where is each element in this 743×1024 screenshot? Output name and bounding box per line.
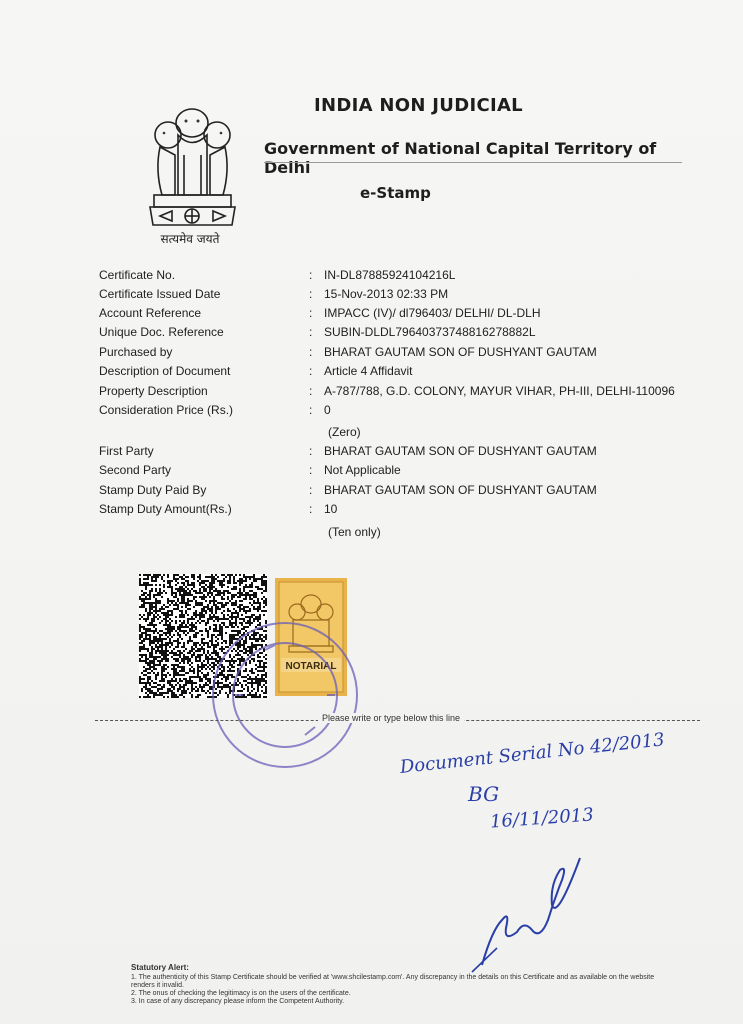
amount-words: (Ten only) — [328, 525, 381, 539]
field-label: Certificate Issued Date — [99, 287, 221, 301]
notary-seal-icon — [205, 615, 365, 775]
field-label: Certificate No. — [99, 268, 176, 282]
national-emblem-icon — [140, 95, 245, 250]
statutory-alert-heading: Statutory Alert: — [131, 963, 189, 972]
field-value: IMPACC (IV)/ dl796403/ DELHI/ DL-DLH — [324, 306, 541, 320]
field-label: Consideration Price (Rs.) — [99, 403, 234, 417]
field-colon: : — [309, 268, 313, 282]
field-row — [99, 384, 719, 400]
government-subtitle: Government of National Capital Territory of Delhi — [264, 139, 657, 177]
subtitle-rule — [264, 162, 682, 163]
motto-text: सत्यमेव जयते — [160, 232, 220, 246]
field-label: Second Party — [99, 463, 172, 477]
field-colon: : — [309, 463, 313, 477]
handwritten-date: 16/11/2013 — [489, 804, 595, 833]
field-colon: : — [309, 306, 313, 320]
field-value: IN-DL87885924104216L — [324, 268, 456, 282]
field-colon: : — [309, 483, 313, 497]
statutory-alert-item: 3. In case of any discrepancy please inform the Competent Authority. — [131, 998, 345, 1005]
field-row — [99, 483, 719, 499]
field-value: 15-Nov-2013 02:33 PM — [324, 287, 449, 301]
field-label: Purchased by — [99, 345, 173, 359]
field-value: BHARAT GAUTAM SON OF DUSHYANT GAUTAM — [324, 345, 597, 359]
field-label: Property Description — [99, 384, 208, 398]
field-value: Not Applicable — [324, 463, 401, 477]
cut-line-text: Please write or type below this line — [318, 713, 464, 723]
field-value: 0 — [324, 403, 331, 417]
statutory-alert — [131, 964, 671, 1006]
field-colon: : — [309, 325, 313, 339]
field-colon: : — [309, 364, 313, 378]
handwritten-initials: BG — [468, 782, 500, 806]
field-colon: : — [309, 502, 313, 516]
field-value: SUBIN-DLDL79640373748816278882L — [324, 325, 536, 339]
field-row — [99, 444, 719, 460]
field-colon: : — [309, 384, 313, 398]
field-colon: : — [309, 444, 313, 458]
field-label: Unique Doc. Reference — [99, 325, 224, 339]
field-row — [99, 502, 719, 518]
field-label: Stamp Duty Paid By — [99, 483, 207, 497]
field-value: BHARAT GAUTAM SON OF DUSHYANT GAUTAM — [324, 483, 597, 497]
field-row — [99, 306, 719, 322]
field-row — [99, 287, 719, 303]
consideration-words: (Zero) — [328, 425, 361, 439]
field-label: Description of Document — [99, 364, 231, 378]
field-colon: : — [309, 403, 313, 417]
field-value: Article 4 Affidavit — [324, 364, 413, 378]
field-row — [99, 403, 719, 419]
statutory-alert-item: 1. The authenticity of this Stamp Certificate should be verified at 'www.shcilestamp.com'. Any discrepancy in the details on this Certificate and as available on the website renders it invalid. — [131, 974, 655, 989]
field-row — [99, 364, 719, 380]
notarial-label: NOTARIAL — [285, 661, 337, 672]
field-colon: : — [309, 345, 313, 359]
field-label: Stamp Duty Amount(Rs.) — [99, 502, 232, 516]
field-value: BHARAT GAUTAM SON OF DUSHYANT GAUTAM — [324, 444, 597, 458]
field-colon: : — [309, 287, 313, 301]
field-row — [99, 463, 719, 479]
field-label: First Party — [99, 444, 154, 458]
field-row — [99, 268, 719, 284]
document-title: INDIA NON JUDICIAL — [314, 95, 523, 116]
signature-icon — [462, 850, 592, 975]
field-value: A-787/788, G.D. COLONY, MAYUR VIHAR, PH-III, DELHI-110096 — [324, 384, 675, 398]
estamp-heading: e-Stamp — [360, 184, 431, 202]
field-label: Account Reference — [99, 306, 202, 320]
field-row — [99, 345, 719, 361]
handwritten-serial: Document Serial No 42/2013 — [398, 729, 666, 778]
field-value: 10 — [324, 502, 338, 516]
statutory-alert-item: 2. The onus of checking the legitimacy is on the users of the certificate. — [131, 990, 351, 997]
field-row — [99, 325, 719, 341]
